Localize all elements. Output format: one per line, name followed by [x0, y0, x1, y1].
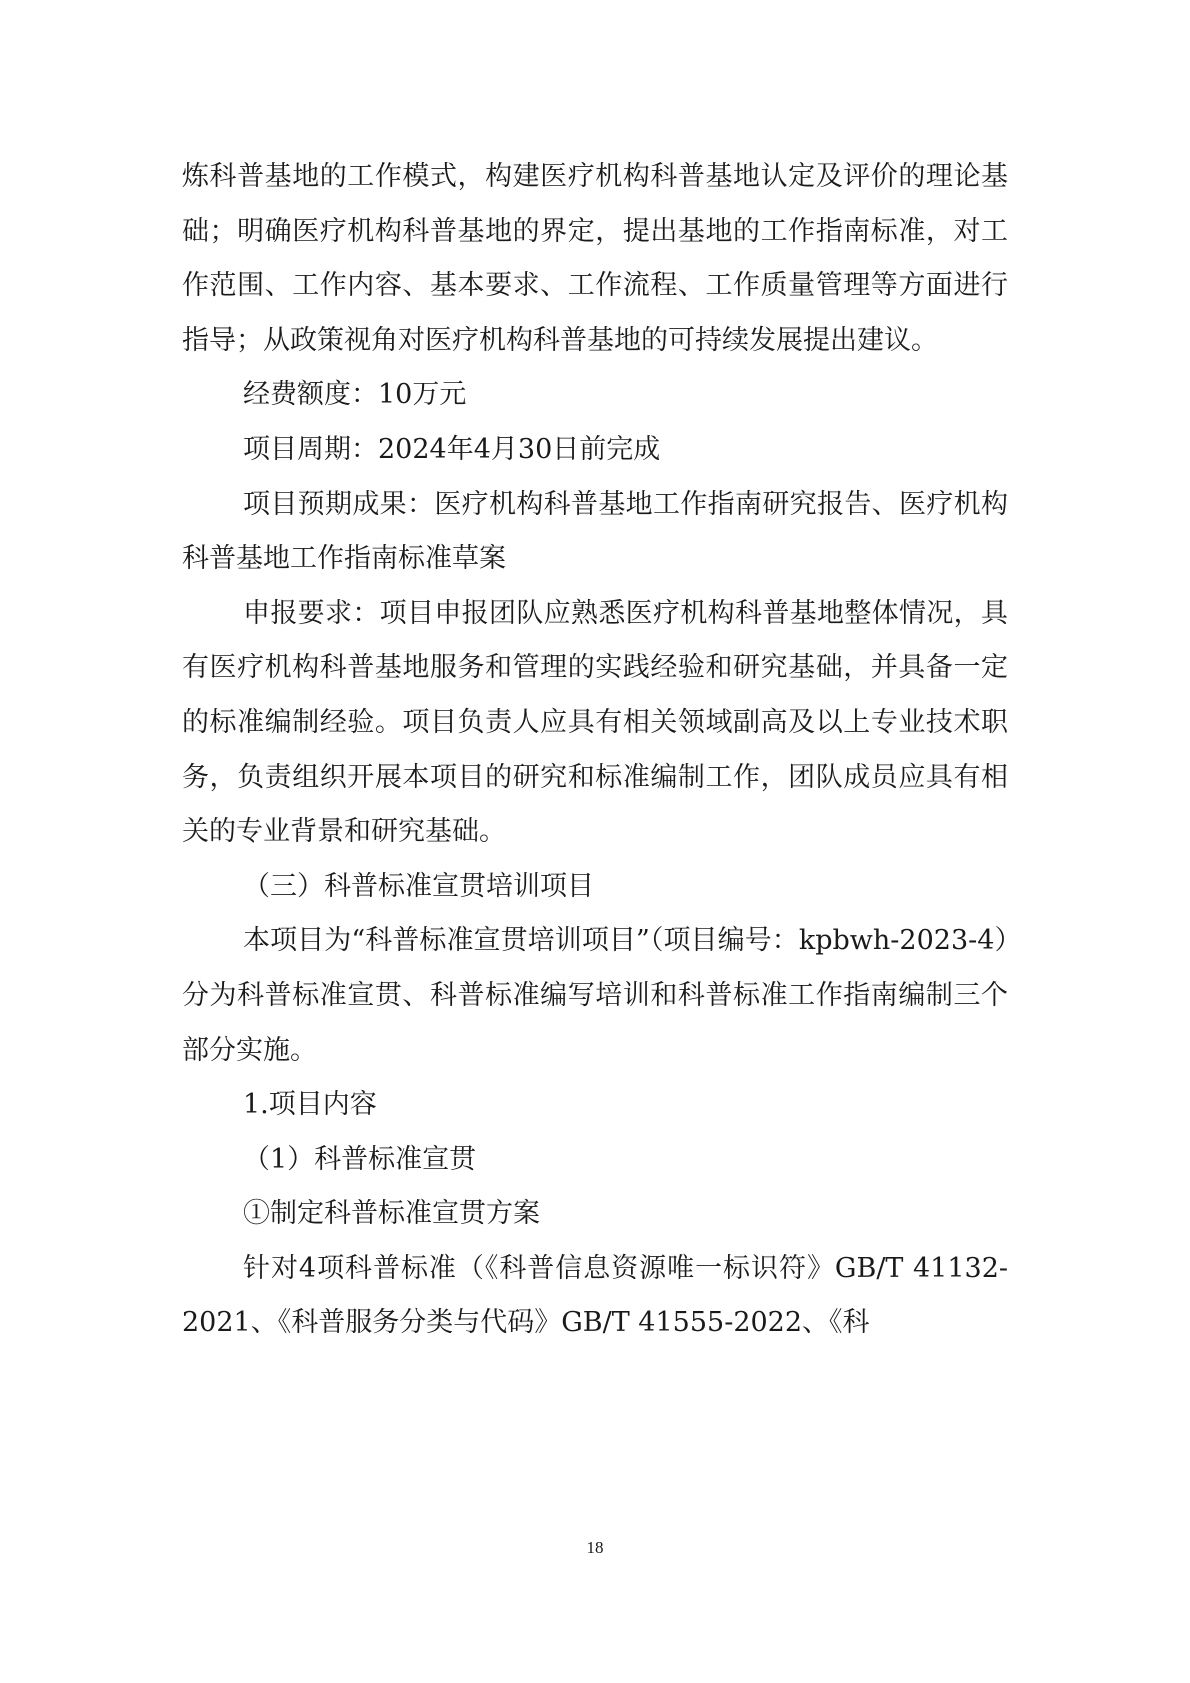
page-number: 18 [586, 1538, 604, 1557]
subheading-standard-promotion: （1）科普标准宣贯 [243, 1143, 477, 1175]
paragraph-training-project-intro: 本项目为“科普标准宣贯培训项目”（项目编号：kpbwh-2023-4）分为科普标准宣贯、科普标准编写培训和科普标准工作指南编制三个部分实施。 [182, 925, 1008, 1066]
paragraph-project-period: 项目周期：2024年4月30日前完成 [243, 433, 661, 465]
paragraph-application-requirements: 申报要求：项目申报团队应熟悉医疗机构科普基地整体情况，具有医疗机构科普基地服务和管理的实践经验和研究基础，并具备一定的标准编制经验。项目负责人应具有相关领域副高及以上专业技术职务，负责组织开展本项目的研究和标准编制工作，团队成员应具有相关的专业背景和研究基础。 [182, 597, 1008, 848]
subheading-project-content: 1.项目内容 [243, 1089, 377, 1121]
section-heading-training-project: （三）科普标准宣贯培训项目 [243, 870, 594, 902]
body-text [182, 150, 1008, 1351]
paragraph-project-description-continued: 炼科普基地的工作模式，构建医疗机构科普基地认定及评价的理论基础；明确医疗机构科普基地的界定，提出基地的工作指南标准，对工作范围、工作内容、基本要求、工作流程、工作质量管理等方面进行指导；从政策视角对医疗机构科普基地的可持续发展提出建议。 [182, 161, 1008, 356]
paragraph-four-standards: 针对4项科普标准（《科普信息资源唯一标识符》GB/T 41132-2021、《科普服务分类与代码》GB/T 41555-2022、《科 [182, 1252, 1008, 1339]
paragraph-expected-results: 项目预期成果：医疗机构科普基地工作指南研究报告、医疗机构科普基地工作指南标准草案 [182, 488, 1008, 575]
subheading-promotion-plan: ①制定科普标准宣贯方案 [243, 1198, 540, 1230]
paragraph-budget: 经费额度：10万元 [243, 379, 467, 411]
